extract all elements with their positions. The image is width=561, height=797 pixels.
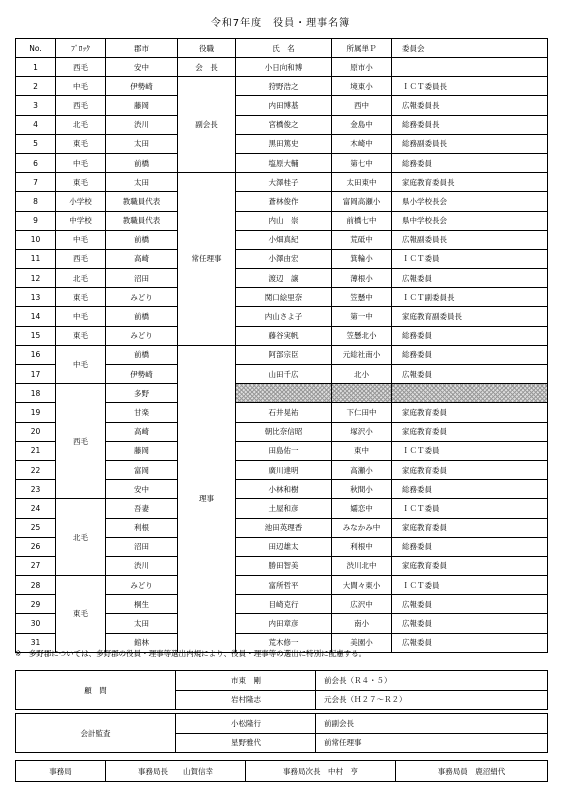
row-school: 前橋七中 bbox=[332, 211, 392, 230]
row-committee: 総務委員 bbox=[392, 153, 548, 172]
row-school: 笠懸中 bbox=[332, 288, 392, 307]
table-row bbox=[16, 58, 548, 77]
row-committee: 家庭教育委員 bbox=[392, 460, 548, 479]
row-school: 笠懸北小 bbox=[332, 326, 392, 345]
col-city: 郡市 bbox=[106, 39, 178, 58]
row-no: 2 bbox=[16, 77, 56, 96]
row-committee: 家庭教育委員 bbox=[392, 403, 548, 422]
auditor-note: 前常任理事 bbox=[316, 733, 548, 753]
table-row bbox=[16, 499, 548, 518]
row-no: 5 bbox=[16, 134, 56, 153]
row-city: 沼田 bbox=[106, 537, 178, 556]
row-school: 高瀬小 bbox=[332, 460, 392, 479]
row-no: 3 bbox=[16, 96, 56, 115]
office-director: 事務局長 山賀信幸 bbox=[106, 761, 246, 782]
row-committee: 広報委員 bbox=[392, 365, 548, 384]
row-city: 教職員代表 bbox=[106, 211, 178, 230]
row-city: 利根 bbox=[106, 518, 178, 537]
row-name: 荒木修一 bbox=[236, 633, 332, 652]
row-city: 沼田 bbox=[106, 269, 178, 288]
row-block: 中毛 bbox=[56, 345, 106, 383]
col-no: No. bbox=[16, 39, 56, 58]
row-city: 前橋 bbox=[106, 345, 178, 364]
row-school: 薄根小 bbox=[332, 269, 392, 288]
row-no: 20 bbox=[16, 422, 56, 441]
row-committee: 総務委員 bbox=[392, 480, 548, 499]
row-no: 1 bbox=[16, 58, 56, 77]
advisor-note: 前会長（Ｒ４・５） bbox=[316, 671, 548, 691]
row-school: 原市小 bbox=[332, 58, 392, 77]
table-row bbox=[16, 115, 548, 134]
row-school: 広沢中 bbox=[332, 595, 392, 614]
row-block: 北毛 bbox=[56, 269, 106, 288]
row-committee: 広報委員長 bbox=[392, 96, 548, 115]
row-name: 目崎克行 bbox=[236, 595, 332, 614]
row-city: 太田 bbox=[106, 134, 178, 153]
row-school: 金島中 bbox=[332, 115, 392, 134]
row-no: 9 bbox=[16, 211, 56, 230]
advisors-table bbox=[15, 670, 548, 710]
advisor-name: 岩村隆志 bbox=[176, 690, 316, 710]
row-committee: 県小学校長会 bbox=[392, 192, 548, 211]
row-name: 黒田篤史 bbox=[236, 134, 332, 153]
row-committee bbox=[392, 58, 548, 77]
row-name: 廣川達明 bbox=[236, 460, 332, 479]
row-block: 西毛 bbox=[56, 58, 106, 77]
table-row bbox=[16, 77, 548, 96]
row-committee: 県中学校長会 bbox=[392, 211, 548, 230]
row-name: 小日向和博 bbox=[236, 58, 332, 77]
row-school: 元総社南小 bbox=[332, 345, 392, 364]
col-role: 役職 bbox=[178, 39, 236, 58]
row-committee: ＩＣＴ委員 bbox=[392, 576, 548, 595]
row-no: 29 bbox=[16, 595, 56, 614]
row-name: 田島佑一 bbox=[236, 441, 332, 460]
office-label: 事務局 bbox=[16, 761, 106, 782]
row-committee: 広報副委員長 bbox=[392, 230, 548, 249]
row-city: 甘楽 bbox=[106, 403, 178, 422]
row-city: 館林 bbox=[106, 633, 178, 652]
row-block: 中毛 bbox=[56, 153, 106, 172]
row-name: 内田章彦 bbox=[236, 614, 332, 633]
row-no: 12 bbox=[16, 269, 56, 288]
office-table bbox=[15, 760, 548, 782]
office-deputy: 事務局次長 中村 亨 bbox=[246, 761, 396, 782]
row-committee: 総務副委員長 bbox=[392, 134, 548, 153]
row-name: 内山さよ子 bbox=[236, 307, 332, 326]
row-no: 30 bbox=[16, 614, 56, 633]
row-committee: ＩＣＴ委員 bbox=[392, 249, 548, 268]
auditor-note: 前副会長 bbox=[316, 714, 548, 734]
row-school: 渋川北中 bbox=[332, 556, 392, 575]
advisors-label: 顧 問 bbox=[16, 671, 176, 710]
row-school: 西中 bbox=[332, 96, 392, 115]
row-committee: 家庭教育委員 bbox=[392, 556, 548, 575]
row-block: 中学校 bbox=[56, 211, 106, 230]
row-school: 美園小 bbox=[332, 633, 392, 652]
row-no: 19 bbox=[16, 403, 56, 422]
row-block: 東毛 bbox=[56, 173, 106, 192]
row-no: 25 bbox=[16, 518, 56, 537]
row-no: 23 bbox=[16, 480, 56, 499]
row-no: 14 bbox=[16, 307, 56, 326]
row-name: 阿部宗臣 bbox=[236, 345, 332, 364]
row-city: 教職員代表 bbox=[106, 192, 178, 211]
row-block: 東毛 bbox=[56, 576, 106, 653]
row-block: 小学校 bbox=[56, 192, 106, 211]
row-no: 13 bbox=[16, 288, 56, 307]
row-city: 桐生 bbox=[106, 595, 178, 614]
advisor-name: 市東 剛 bbox=[176, 671, 316, 691]
row-city: みどり bbox=[106, 576, 178, 595]
table-row bbox=[16, 288, 548, 307]
row-committee: 広報委員 bbox=[392, 614, 548, 633]
office-staff: 事務局員 鹿沼絹代 bbox=[396, 761, 548, 782]
row-school: 北小 bbox=[332, 365, 392, 384]
row-name: 山田千広 bbox=[236, 365, 332, 384]
row-name: 富所哲平 bbox=[236, 576, 332, 595]
row-school: 富岡高瀬小 bbox=[332, 192, 392, 211]
row-school: 下仁田中 bbox=[332, 403, 392, 422]
row-name: 関口絵里奈 bbox=[236, 288, 332, 307]
col-committee: 委員会 bbox=[392, 39, 548, 58]
row-school: 箕輪小 bbox=[332, 249, 392, 268]
table-row bbox=[16, 96, 548, 115]
row-block: 西毛 bbox=[56, 249, 106, 268]
row-name: 小林和樹 bbox=[236, 480, 332, 499]
header-row bbox=[16, 39, 548, 58]
row-school: 木崎中 bbox=[332, 134, 392, 153]
row-name: 小畑真紀 bbox=[236, 230, 332, 249]
row-block: 北毛 bbox=[56, 499, 106, 576]
row-city: 富岡 bbox=[106, 460, 178, 479]
row-committee: ＩＣＴ委員長 bbox=[392, 77, 548, 96]
row-school: みなかみ中 bbox=[332, 518, 392, 537]
row-committee: 家庭教育副委員長 bbox=[392, 307, 548, 326]
row-block: 西毛 bbox=[56, 384, 106, 499]
table-row bbox=[16, 153, 548, 172]
auditor-name: 星野雅代 bbox=[176, 733, 316, 753]
row-name: 勝田智美 bbox=[236, 556, 332, 575]
row-school bbox=[332, 384, 392, 403]
row-name: 小澤由宏 bbox=[236, 249, 332, 268]
row-school: 境東小 bbox=[332, 77, 392, 96]
row-school: 秋間小 bbox=[332, 480, 392, 499]
row-no: 24 bbox=[16, 499, 56, 518]
row-committee: 広報委員 bbox=[392, 633, 548, 652]
row-school: 利根中 bbox=[332, 537, 392, 556]
row-school: 荒砥中 bbox=[332, 230, 392, 249]
auditor-name: 小松隆行 bbox=[176, 714, 316, 734]
row-city: 藤岡 bbox=[106, 441, 178, 460]
row-city: 安中 bbox=[106, 480, 178, 499]
row-city: 伊勢崎 bbox=[106, 77, 178, 96]
row-city: 伊勢崎 bbox=[106, 365, 178, 384]
row-school: 第七中 bbox=[332, 153, 392, 172]
row-committee: ＩＣＴ委員 bbox=[392, 441, 548, 460]
row-committee: 広報委員 bbox=[392, 595, 548, 614]
row-city: 前橋 bbox=[106, 153, 178, 172]
table-row bbox=[16, 173, 548, 192]
row-no: 8 bbox=[16, 192, 56, 211]
table-row bbox=[16, 269, 548, 288]
row-no: 11 bbox=[16, 249, 56, 268]
row-city: みどり bbox=[106, 326, 178, 345]
row-school: 東中 bbox=[332, 441, 392, 460]
row-role: 常任理事 bbox=[178, 173, 236, 346]
table-row bbox=[16, 326, 548, 345]
row-role: 理事 bbox=[178, 345, 236, 652]
row-school: 第一中 bbox=[332, 307, 392, 326]
row-no: 22 bbox=[16, 460, 56, 479]
table-row bbox=[16, 307, 548, 326]
row-school: 南小 bbox=[332, 614, 392, 633]
row-committee: ＩＣＴ委員 bbox=[392, 499, 548, 518]
row-name: 石井晃祐 bbox=[236, 403, 332, 422]
row-no: 4 bbox=[16, 115, 56, 134]
col-name: 氏 名 bbox=[236, 39, 332, 58]
row-no: 6 bbox=[16, 153, 56, 172]
col-block: ﾌﾞﾛｯｸ bbox=[56, 39, 106, 58]
row-committee bbox=[392, 384, 548, 403]
row-city: 前橋 bbox=[106, 230, 178, 249]
row-no: 17 bbox=[16, 365, 56, 384]
row-city: 渋川 bbox=[106, 556, 178, 575]
row-city: 前橋 bbox=[106, 307, 178, 326]
row-name: 内山 崇 bbox=[236, 211, 332, 230]
row-city: 太田 bbox=[106, 173, 178, 192]
row-school: 大間々東小 bbox=[332, 576, 392, 595]
table-row bbox=[16, 211, 548, 230]
row-committee: 総務委員 bbox=[392, 326, 548, 345]
row-name: 渡辺 譲 bbox=[236, 269, 332, 288]
row-name: 塩原大輔 bbox=[236, 153, 332, 172]
row-city: 渋川 bbox=[106, 115, 178, 134]
row-city: 吾妻 bbox=[106, 499, 178, 518]
row-block: 北毛 bbox=[56, 115, 106, 134]
row-city: 高崎 bbox=[106, 249, 178, 268]
table-row bbox=[16, 230, 548, 249]
row-city: 太田 bbox=[106, 614, 178, 633]
row-no: 26 bbox=[16, 537, 56, 556]
row-block: 中毛 bbox=[56, 307, 106, 326]
table-row bbox=[16, 192, 548, 211]
table-row bbox=[16, 345, 548, 364]
row-committee: 総務委員長 bbox=[392, 115, 548, 134]
row-no: 28 bbox=[16, 576, 56, 595]
row-block: 東毛 bbox=[56, 288, 106, 307]
row-name: 藤谷実帆 bbox=[236, 326, 332, 345]
officers-table bbox=[15, 38, 548, 653]
row-committee: 家庭教育委員 bbox=[392, 422, 548, 441]
row-no: 21 bbox=[16, 441, 56, 460]
row-city: みどり bbox=[106, 288, 178, 307]
row-no: 27 bbox=[16, 556, 56, 575]
row-city: 藤岡 bbox=[106, 96, 178, 115]
row-committee: 総務委員 bbox=[392, 345, 548, 364]
row-committee: ＩＣＴ副委員長 bbox=[392, 288, 548, 307]
table-row bbox=[16, 576, 548, 595]
table-row bbox=[16, 249, 548, 268]
row-name: 池田英理香 bbox=[236, 518, 332, 537]
row-name bbox=[236, 384, 332, 403]
col-school: 所属単Ｐ bbox=[332, 39, 392, 58]
row-block: 東毛 bbox=[56, 326, 106, 345]
row-committee: 総務委員 bbox=[392, 537, 548, 556]
row-no: 16 bbox=[16, 345, 56, 364]
row-no: 15 bbox=[16, 326, 56, 345]
row-school: 塚沢小 bbox=[332, 422, 392, 441]
row-block: 中毛 bbox=[56, 77, 106, 96]
row-name: 蒼林俊作 bbox=[236, 192, 332, 211]
row-name: 狩野浩之 bbox=[236, 77, 332, 96]
row-school: 嬬恋中 bbox=[332, 499, 392, 518]
auditors-table bbox=[15, 713, 548, 753]
row-name: 土屋和彦 bbox=[236, 499, 332, 518]
row-city: 多野 bbox=[106, 384, 178, 403]
row-no: 31 bbox=[16, 633, 56, 652]
row-name: 朝比奈信昭 bbox=[236, 422, 332, 441]
row-name: 宮橋俊之 bbox=[236, 115, 332, 134]
table-row bbox=[16, 384, 548, 403]
row-block: 中毛 bbox=[56, 230, 106, 249]
row-no: 7 bbox=[16, 173, 56, 192]
row-committee: 広報委員 bbox=[392, 269, 548, 288]
row-committee: 家庭教育委員 bbox=[392, 518, 548, 537]
row-role: 副会長 bbox=[178, 77, 236, 173]
table-row bbox=[16, 134, 548, 153]
row-city: 安中 bbox=[106, 58, 178, 77]
advisor-note: 元会長（Ｈ２７～Ｒ２） bbox=[316, 690, 548, 710]
row-block: 東毛 bbox=[56, 134, 106, 153]
row-committee: 家庭教育委員長 bbox=[392, 173, 548, 192]
row-name: 田辺雄太 bbox=[236, 537, 332, 556]
page-title: 令和7年度 役員・理事名簿 bbox=[210, 18, 351, 29]
row-no: 18 bbox=[16, 384, 56, 403]
auditors-label: 会計監査 bbox=[16, 714, 176, 753]
row-role: 会 長 bbox=[178, 58, 236, 77]
row-school: 太田東中 bbox=[332, 173, 392, 192]
row-block: 西毛 bbox=[56, 96, 106, 115]
footnote: ※ 多野郡については、多野郡の役員・理事等選出内規により、役員・理事等の選出に特別に配慮する。 bbox=[15, 649, 367, 658]
row-no: 10 bbox=[16, 230, 56, 249]
row-city: 高崎 bbox=[106, 422, 178, 441]
row-name: 大澤桂子 bbox=[236, 173, 332, 192]
row-name: 内田博基 bbox=[236, 96, 332, 115]
